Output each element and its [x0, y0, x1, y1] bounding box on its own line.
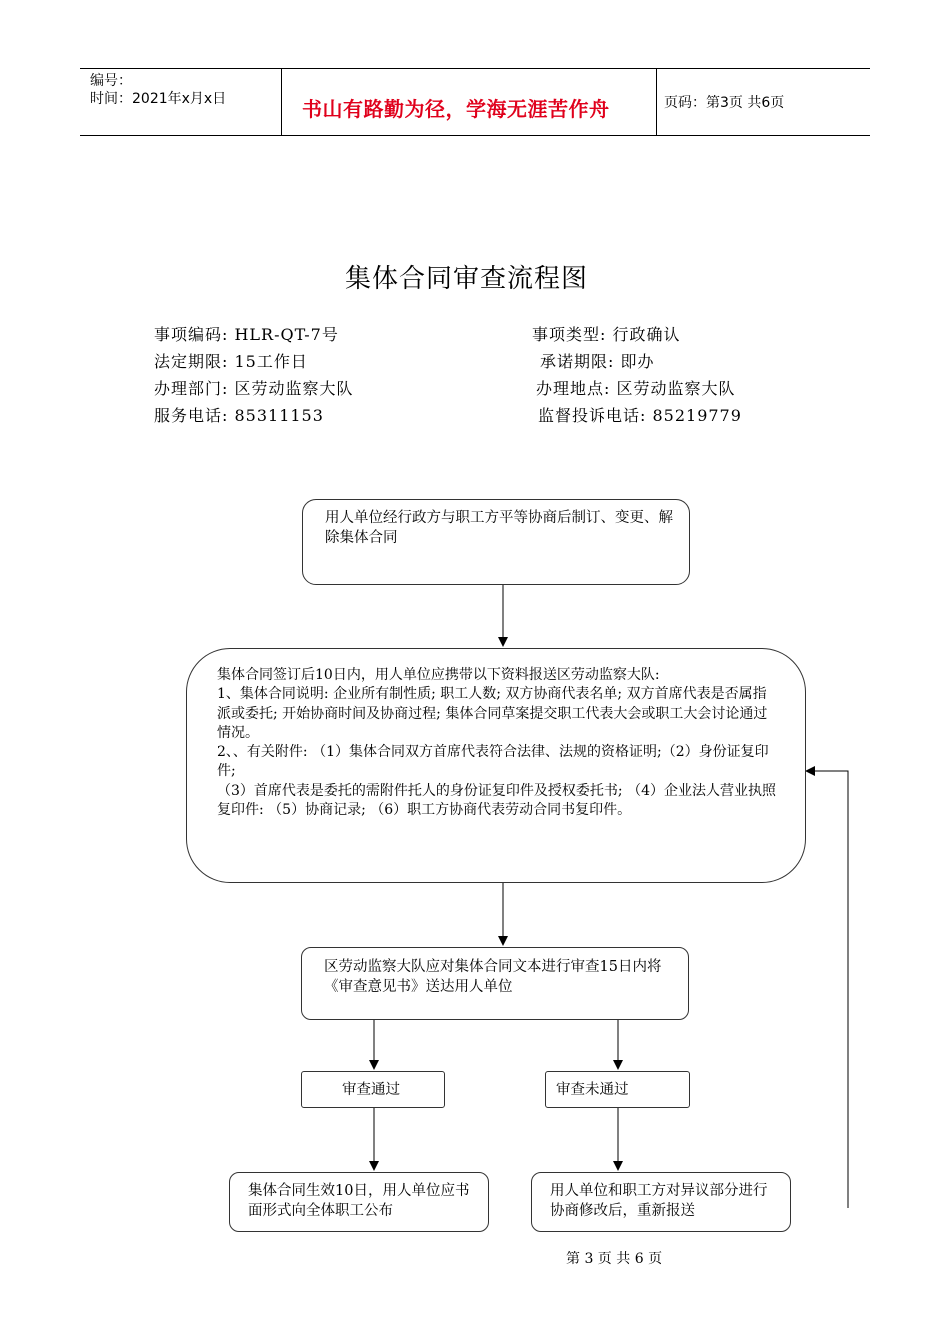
materials-line-intro: 集体合同签订后10日内，用人单位应携带以下资料报送区劳动监察大队:	[217, 667, 660, 683]
item-type: 事项类型: 行政确认	[532, 325, 681, 344]
handling-location: 办理地点: 区劳动监察大队	[536, 379, 736, 398]
flow-result-fail	[531, 1172, 791, 1232]
materials-line-description: 1、集体合同说明: 企业所有制性质; 职工人数; 双方协商代表名单; 双方首席代表是否属指派或委托; 开始协商时间及协商过程; 集体合同草案提交职工代表大会或职工大会讨论通过情况。	[217, 686, 768, 741]
complaint-phone: 监督投诉电话: 85219779	[538, 406, 742, 425]
materials-line-attachments: 2、、有关附件: （1）集体合同双方首席代表符合法律、法规的资格证明;（2）身份证复印件;	[217, 744, 769, 780]
page-indicator: 页码：第3页 共6页	[664, 95, 785, 111]
flow-step-materials	[186, 648, 806, 883]
page-title: 集体合同审查流程图	[345, 264, 589, 294]
flow-result-pass-text: 集体合同生效10日，用人单位应书面形式向全体职工公布	[248, 1183, 470, 1219]
motto: 书山有路勤为径，学海无涯苦作舟	[302, 97, 610, 121]
service-phone: 服务电话: 85311153	[154, 406, 324, 425]
flow-result-pass	[229, 1172, 489, 1232]
serial-number-label: 编号：	[90, 73, 132, 89]
flow-step-submit	[302, 499, 690, 585]
flow-step-fail-text: 审查未通过	[556, 1082, 629, 1098]
promise-limit: 承诺期限: 即办	[540, 352, 655, 371]
flow-step-review-text: 区劳动监察大队应对集体合同文本进行审查15日内将《审查意见书》送达用人单位	[324, 959, 662, 995]
item-code: 事项编码: HLR-QT-7号	[154, 325, 339, 344]
legal-limit: 法定期限: 15工作日	[154, 352, 308, 371]
flow-step-pass-text: 审查通过	[342, 1082, 400, 1098]
time-label: 时间：2021年x月x日	[90, 91, 227, 107]
feedback-loop-arrow	[806, 771, 848, 1208]
flow-step-submit-text: 用人单位经行政方与职工方平等协商后制订、变更、解除集体合同	[325, 510, 673, 546]
flow-step-review	[301, 947, 689, 1020]
flow-step-pass	[301, 1071, 445, 1108]
flow-step-fail	[545, 1071, 690, 1108]
materials-line-more-attachments: （3）首席代表是委托的需附件托人的身份证复印件及授权委托书; （4）企业法人营业执照复印件: （5）协商记录; （6）职工方协商代表劳动合同书复印件。	[217, 782, 776, 819]
footer-page-number: 第 3 页 共 6 页	[566, 1251, 663, 1267]
flow-result-fail-text: 用人单位和职工方对异议部分进行协商修改后，重新报送	[550, 1183, 768, 1219]
handling-dept: 办理部门: 区劳动监察大队	[154, 379, 354, 398]
